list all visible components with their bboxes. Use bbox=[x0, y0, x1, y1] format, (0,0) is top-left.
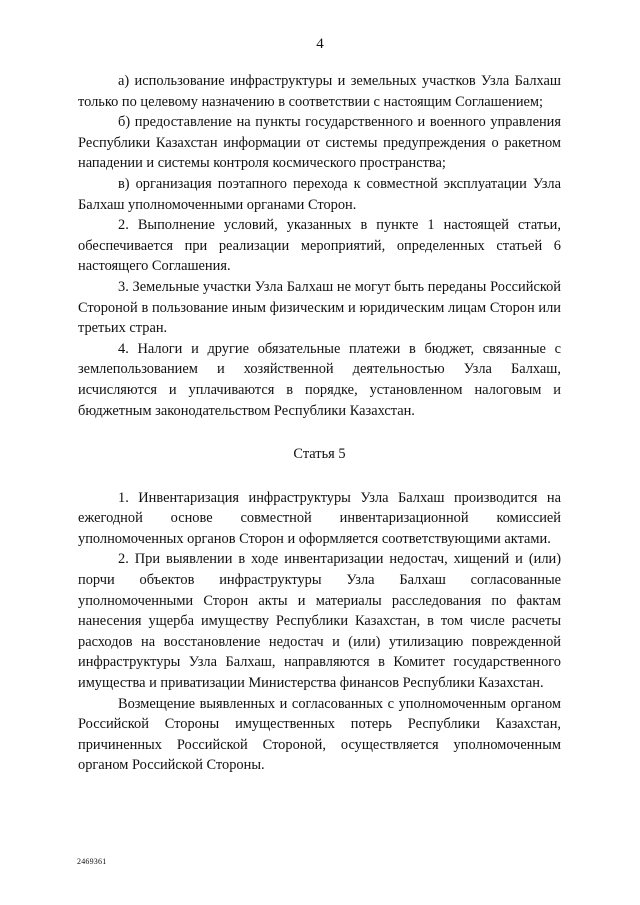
document-body bbox=[78, 71, 561, 776]
page-number: 4 bbox=[316, 36, 324, 52]
paragraph-article5-clause-1: 1. Инвентаризация инфраструктуры Узла Балхаш производится на ежегодной основе совместной инвентаризационной комиссией уполномоченных органов Сторон и оформляется соответствующими актами. bbox=[78, 489, 561, 547]
paragraph-item-a: а) использование инфраструктуры и земельных участков Узла Балхаш только по целевому назначению в соответствии с настоящим Соглашением; bbox=[78, 73, 561, 110]
paragraph-item-v: в) организация поэтапного перехода к совместной эксплуатации Узла Балхаш уполномоченными органами Сторон. bbox=[78, 175, 561, 213]
paragraph-item-b: б) предоставление на пункты государственного и военного управления Республики Казахстан информации от системы предупреждения о ракетном нападении и системы контроля космического пространства; bbox=[78, 114, 561, 172]
paragraph-article5-compensation: Возмещение выявленных и согласованных с уполномоченным органом Российской Стороны имущественных потерь Республики Казахстан, причиненных Российской Стороной, осуществляется уполномоченным органом Российской Стороны. bbox=[78, 695, 561, 774]
document-code: 2469361 bbox=[77, 857, 107, 866]
article-heading: Статья 5 bbox=[293, 446, 346, 463]
paragraph-clause-3: 3. Земельные участки Узла Балхаш не могут быть переданы Российской Стороной в пользование иным физическим и юридическим лицам Сторон или третьих стран. bbox=[78, 278, 561, 337]
paragraph-clause-2: 2. Выполнение условий, указанных в пункте 1 настоящей статьи, обеспечивается при реализации мероприятий, определенных статьей 6 настоящего Соглашения. bbox=[78, 217, 561, 275]
paragraph-clause-4: 4. Налоги и другие обязательные платежи в бюджет, связанные с землепользованием и хозяйственной деятельностью Узла Балхаш, исчисляются и уплачиваются в порядке, установленном налоговым и бюджетным законодательством Республики Казахстан. bbox=[78, 340, 561, 419]
paragraph-article5-clause-2: 2. При выявлении в ходе инвентаризации недостач, хищений и (или) порчи объектов инфраструктуры Узла Балхаш согласованные уполномоченными Сторон акты и материалы расследования по фактам нанесения ущерба имуществу Республики Казахстан, в том числе расчеты расходов на восстановление недостач и (или) утилизацию поврежденной инфраструктуры Узла Балхаш, направляются в Комитет государственного имущества и приватизации Министерства финансов Республики Казахстан. bbox=[78, 551, 561, 692]
